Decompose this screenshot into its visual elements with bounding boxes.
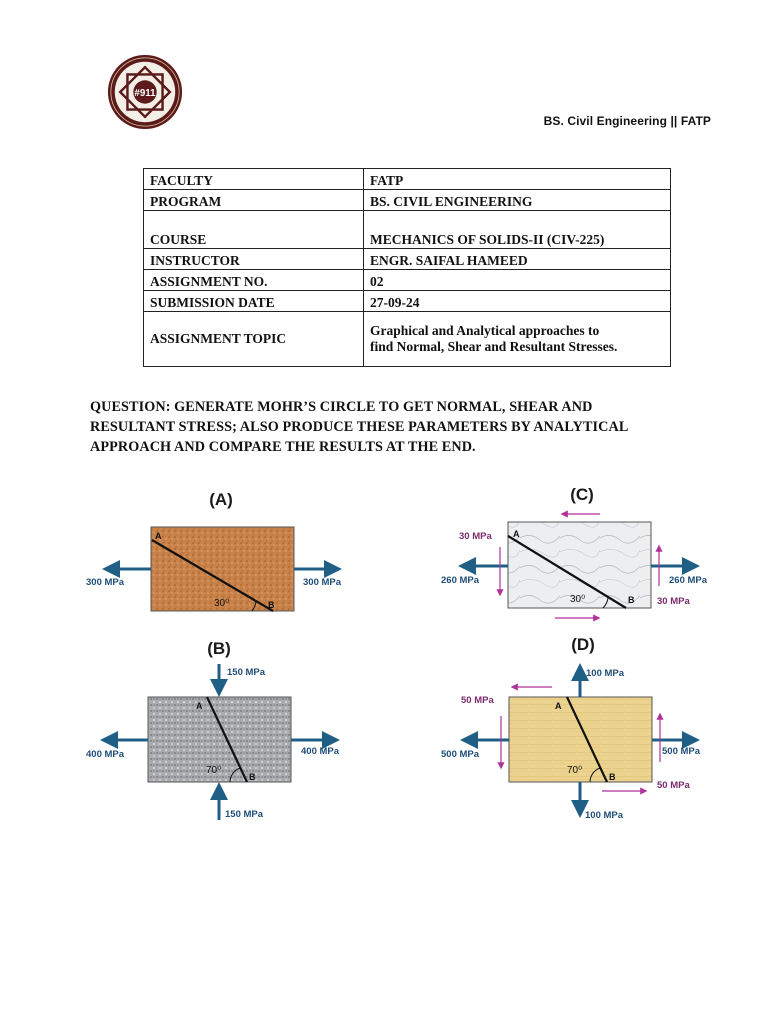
table-row (144, 190, 671, 211)
figure-c-right-stress: 260 MPa (669, 575, 708, 586)
table-value: Graphical and Analytical approaches to find Normal, Shear and Resultant Stresses. (364, 312, 671, 367)
table-key: COURSE (144, 211, 364, 249)
figure-b-point-b: B (249, 772, 256, 782)
figure-b-point-a: A (196, 701, 203, 711)
table-value: 02 (364, 270, 671, 291)
figure-d-point-b: B (609, 772, 616, 782)
figure-c-shear-right-label: 30 MPa (657, 596, 690, 607)
table-key: ASSIGNMENT NO. (144, 270, 364, 291)
header-title: BS. Civil Engineering || FATP (543, 114, 711, 128)
figure-a-angle: 30⁰ (214, 598, 230, 609)
figure-c (441, 485, 708, 618)
figure-b-right-stress: 400 MPa (301, 746, 340, 757)
figure-b-label: (B) (207, 639, 231, 658)
logo-text: #911 (134, 87, 156, 99)
table-value: MECHANICS OF SOLIDS-II (CIV-225) (364, 211, 671, 249)
figure-b-bottom-stress: 150 MPa (225, 809, 264, 820)
figure-b-top-stress: 150 MPa (227, 667, 266, 678)
figure-c-angle: 30⁰ (570, 594, 586, 605)
university-logo (106, 53, 184, 131)
table-value: 27-09-24 (364, 291, 671, 312)
table-row (144, 312, 671, 367)
figure-a-point-b: B (268, 600, 275, 610)
table-value: BS. CIVIL ENGINEERING (364, 190, 671, 211)
table-row (144, 270, 671, 291)
question-text: QUESTION: GENERATE MOHR’S CIRCLE TO GET NORMAL, SHEAR AND RESULTANT STRESS; ALSO PRODUCE THESE PARAMETERS BY ANALYTICAL APPROACH AND COMPARE THE RESULTS AT THE END. (90, 399, 628, 455)
figure-d-angle: 70⁰ (567, 765, 583, 776)
figure-b-left-stress: 400 MPa (86, 749, 125, 760)
figure-d (441, 635, 701, 821)
figure-d-left-stress: 500 MPa (441, 749, 480, 760)
table-row (144, 249, 671, 270)
table-key: INSTRUCTOR (144, 249, 364, 270)
figure-c-point-a: A (513, 529, 520, 539)
figure-d-shear-right-label: 50 MPa (657, 780, 690, 791)
figure-d-right-stress: 500 MPa (662, 746, 701, 757)
assignment-info-table (143, 168, 671, 367)
table-value: ENGR. SAIFAL HAMEED (364, 249, 671, 270)
figure-d-bottom-stress: 100 MPa (585, 810, 624, 821)
table-key: PROGRAM (144, 190, 364, 211)
table-row (144, 291, 671, 312)
figure-a-right-stress: 300 MPa (303, 577, 342, 588)
figure-a (86, 490, 342, 611)
table-key: ASSIGNMENT TOPIC (144, 312, 364, 367)
stress-element-figures (0, 470, 768, 830)
figure-c-point-b: B (628, 595, 635, 605)
figure-a-label: (A) (209, 490, 233, 509)
figure-a-point-a: A (155, 531, 162, 541)
figure-a-left-stress: 300 MPa (86, 577, 125, 588)
figure-d-top-stress: 100 MPa (586, 668, 625, 679)
figure-c-left-stress: 260 MPa (441, 575, 480, 586)
table-key: FACULTY (144, 169, 364, 190)
figure-b-angle: 70⁰ (206, 765, 222, 776)
table-value: FATP (364, 169, 671, 190)
figure-c-label: (C) (570, 485, 594, 504)
figure-d-shear-left-label: 50 MPa (461, 695, 494, 706)
figure-d-label: (D) (571, 635, 595, 654)
figure-b (86, 639, 340, 820)
table-row (144, 211, 671, 249)
table-key: SUBMISSION DATE (144, 291, 364, 312)
figure-c-shear-left-label: 30 MPa (459, 531, 492, 542)
table-row (144, 169, 671, 190)
figure-d-point-a: A (555, 701, 562, 711)
